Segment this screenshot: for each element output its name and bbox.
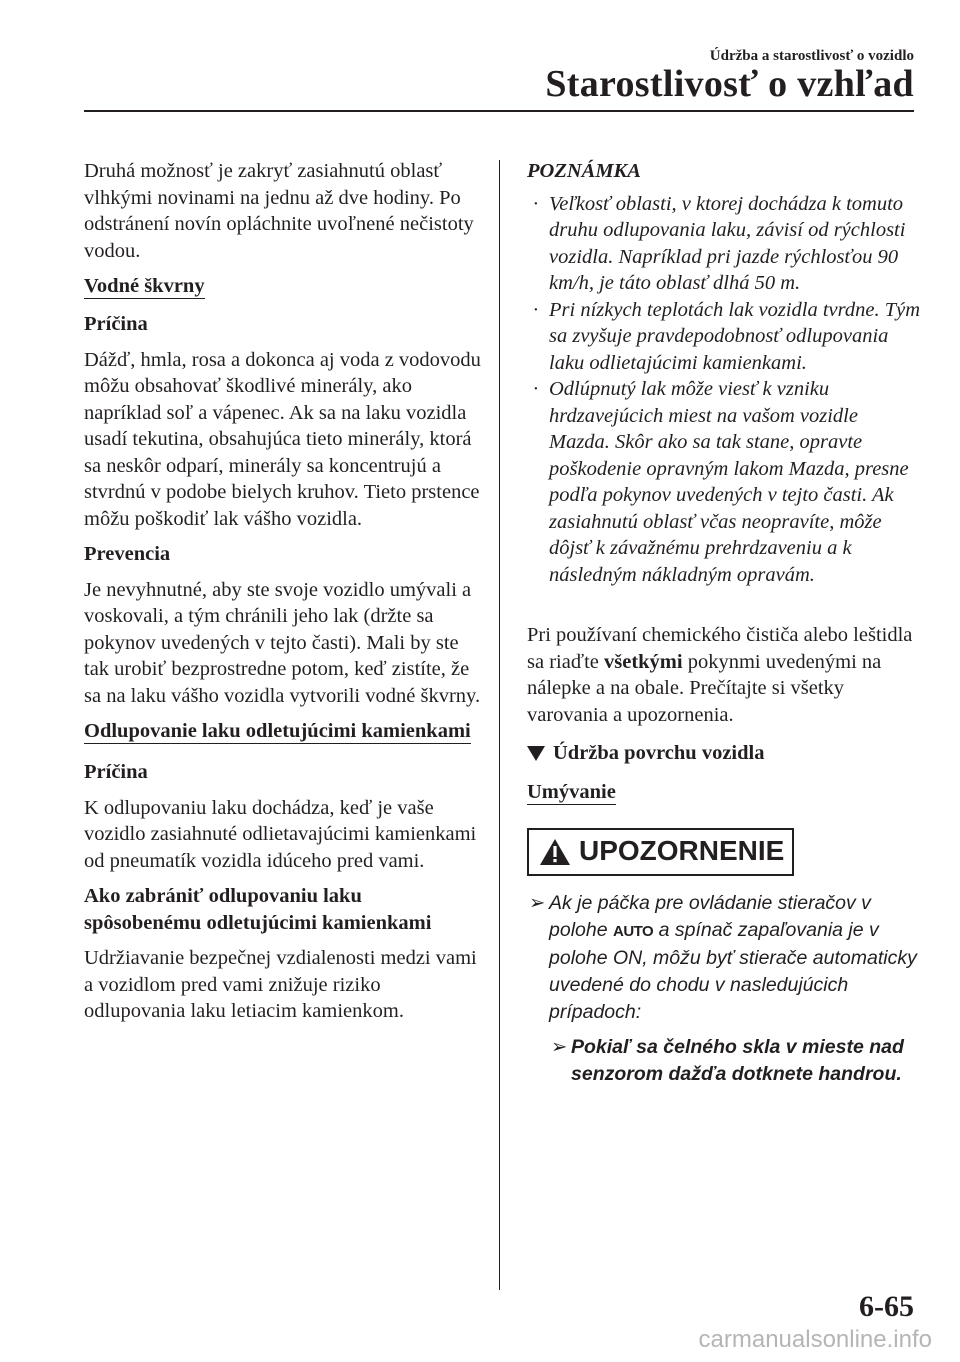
left-column bbox=[84, 158, 484, 1034]
care-heading bbox=[527, 740, 922, 767]
auto-symbol: AUTO bbox=[612, 922, 654, 940]
washing-heading: Umývanie bbox=[527, 780, 616, 803]
watermark: carmanualsonline.info bbox=[698, 1326, 932, 1353]
header-section-label: Údržba a starostlivosť o vozidlo bbox=[709, 48, 914, 64]
note-item: · Pri nízkych teplotách lak vozidla tvrdne. Tým sa zvyšuje pravdepodobnosť odlupovania laku odlietajúcimi kamienkami. bbox=[533, 298, 921, 374]
note-item: · Veľkosť oblasti, v ktorej dochádza k tomuto druhu odlupovania laku, závisí od rýchlosti vozidla. Napríklad pri jazde rýchlosťou 90 km/h, je táto oblasť dlhá 50 m. bbox=[533, 192, 906, 294]
arrow-icon: ➢ bbox=[551, 1035, 568, 1058]
column-divider bbox=[499, 160, 500, 1290]
avoid-heading: Ako zabrániť odlupovaniu laku spôsobenému odletujúcimi kamienkami bbox=[84, 885, 432, 934]
cause-paragraph-2: K odlupovaniu laku dochádza, keď je vaše vozidlo zasiahnuté odlietavajúcimi kamienkami od pneumatík vozidla idúceho pred vami. bbox=[84, 796, 477, 872]
note-list bbox=[527, 191, 922, 589]
bullet-icon: · bbox=[533, 378, 539, 400]
note-title: POZNÁMKA bbox=[527, 160, 641, 182]
bullet-icon: · bbox=[533, 192, 539, 215]
avoid-paragraph: Udržiavanie bezpečnej vzdialenosti medzi vami a vozidlom pred vami znižuje riziko odlupovania laku letiacim kamienkom. bbox=[84, 947, 477, 1022]
chipping-heading: Odlupovanie laku odletujúcimi kamienkami bbox=[84, 720, 471, 742]
prevention-paragraph: Je nevyhnutné, aby ste svoje vozidlo umývali a voskovali, a tým chránili jeho lak (držte sa pokynov uvedených v tejto časti). Mali by ste tak urobiť bezprostredne potom, keď zistíte, že sa na laku vášho vozidla vytvorili vodné škvrny. bbox=[84, 578, 481, 707]
cause-heading-2: Príčina bbox=[84, 761, 148, 783]
arrow-icon: ➢ bbox=[529, 891, 546, 914]
caution-label: UPOZORNENIE bbox=[579, 835, 785, 867]
header-rule bbox=[84, 110, 914, 112]
caution-box bbox=[527, 828, 794, 876]
water-spots-heading: Vodné škvrny bbox=[84, 275, 205, 297]
note-item: · Odlúpnutý lak môže viesť k vzniku hrdzavejúcich miest na vašom vozidle Mazda. Skôr ako sa tak stane, opravte poškodenie opravným lakom Mazda, presne podľa pokynov uvedených v tejto časti. Ak zasiahnutú oblasť včas neopravíte, môže dôjsť k závažnému prehrdzaveniu a k následným nákladným opravám. bbox=[533, 378, 909, 586]
cause-heading: Príčina bbox=[84, 313, 148, 335]
care-heading-label: Údržba povrchu vozidla bbox=[553, 742, 765, 764]
bullet-icon: · bbox=[533, 298, 539, 321]
emphasis-all: všetkými bbox=[604, 650, 683, 673]
page-number: 6-65 bbox=[859, 1290, 914, 1323]
caution-sub-item: ➢ Pokiaľ sa čelného skla v mieste nad senzorom dažďa dotknete handrou. bbox=[551, 1035, 904, 1085]
caution-item: ➢ Ak je páčka pre ovládanie stieračov v polohe AUTO a spínač zapaľovania je v polohe ON, môžu byť stierače automaticky uvedené do chodu v nasledujúcich prípadoch: bbox=[529, 891, 917, 1023]
triangle-down-icon bbox=[527, 746, 545, 761]
caution-list bbox=[527, 890, 922, 1088]
caution-sub-wrapper bbox=[527, 1034, 922, 1088]
intro-paragraph: Druhá možnosť je zakryť zasiahnutú oblasť vlhkými novinami na jednu až dve hodiny. Po odstránení novín opláchnite uvoľnené nečistoty vodou. bbox=[84, 160, 474, 262]
page-title: Starostlivosť o vzhľad bbox=[545, 63, 914, 105]
cause-paragraph: Dážď, hmla, rosa a dokonca aj voda z vodovodu môžu obsahovať škodlivé minerály, ako napríklad soľ a vápenec. Ak sa na laku vozidla usadí tekutina, obsahujúca tieto minerály, ktorá sa neskôr odparí, minerály sa koncentrujú a stvrdnú v podobe bielych kruhov. Tieto prstence môžu poškodiť lak vášho vozidla. bbox=[84, 348, 481, 530]
warning-triangle-icon bbox=[539, 838, 571, 866]
prevention-heading: Prevencia bbox=[84, 543, 171, 565]
chemical-paragraph: Pri používaní chemického čističa alebo leštidla sa riaďte všetkými pokynmi uvedenými na nálepke a na obale. Prečítajte si všetky varovania a upozornenia. bbox=[527, 624, 913, 726]
right-column bbox=[527, 158, 922, 1096]
